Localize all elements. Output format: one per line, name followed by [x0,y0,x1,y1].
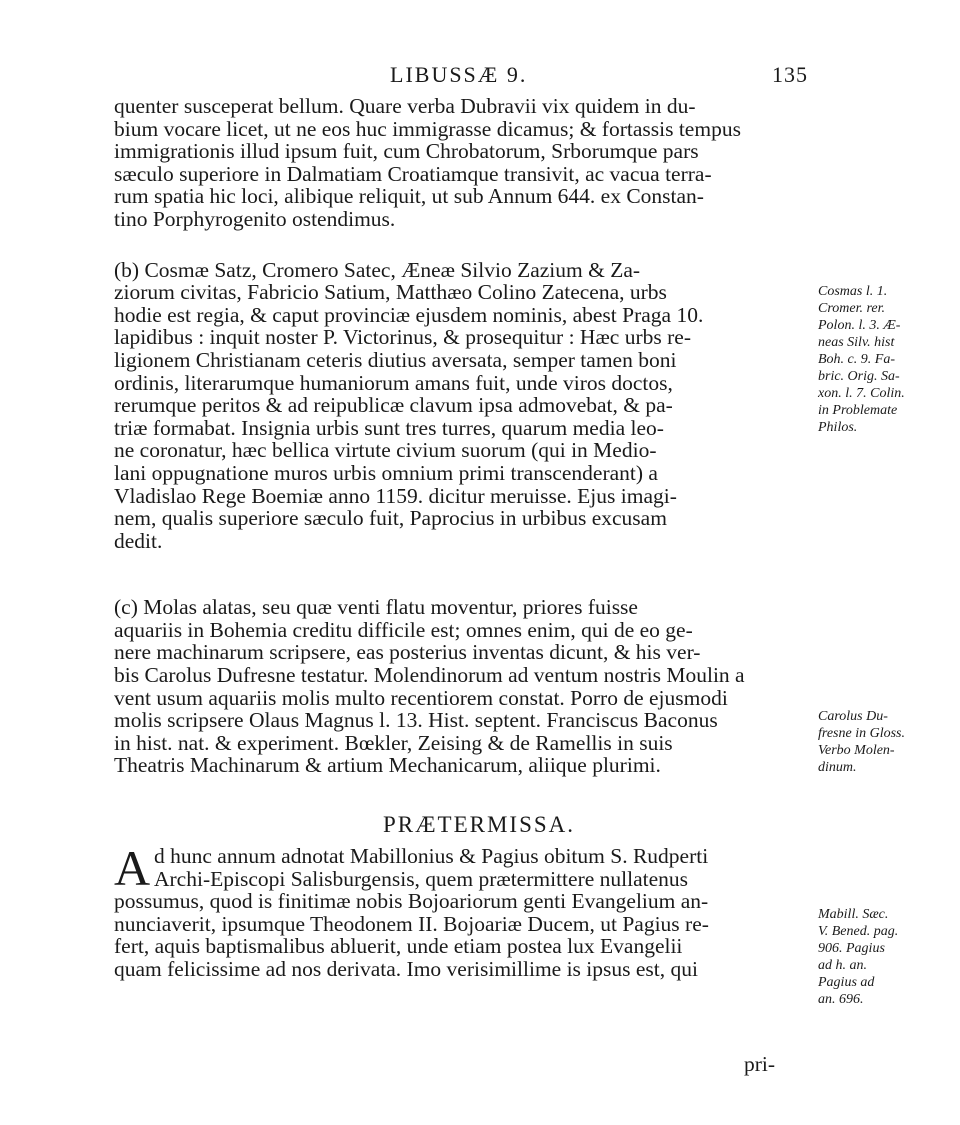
margin-line: bric. Orig. Sa- [818,369,900,384]
praetermissa-paragraph [114,840,834,981]
text-line: aquariis in Bohemia creditu difficile est; omnes enim, qui de eo ge- [114,617,693,642]
text-line: nunciaverit, ipsumque Theodonem II. Bojoariæ Ducem, ut Pagius re- [114,911,709,936]
margin-line: xon. l. 7. Colin. [818,386,905,401]
margin-line: 906. Pagius [818,941,885,956]
margin-line: Philos. [818,420,858,435]
text-line: Archi-Episcopi Salisburgensis, quem prætermittere nullatenus [154,866,689,891]
running-title: LIBUSSÆ 9. [390,62,528,87]
text-line: immigrationis illud ipsum fuit, cum Chrobatorum, Srborumque pars [114,139,699,164]
margin-note-cosmas [818,283,930,436]
text-line: fert, aquis baptismalibus abluerit, unde etiam postea lux Evangelii [114,934,683,959]
margin-line: V. Bened. pag. [818,924,899,939]
margin-line: Verbo Molen- [818,743,895,758]
text-line: quam felicissime ad nos derivata. Imo verisimillime is ipsus est, qui [114,957,698,981]
text-line: Theatris Machinarum & artium Mechanicarum, aliique plurimi. [114,753,661,778]
margin-line: Polon. l. 3. Æ- [818,318,901,333]
spacer [114,231,834,259]
text-line: d hunc annum adnotat Mabillonius & Pagius obitum S. Rudperti [154,844,709,869]
page-number: 135 [772,62,808,87]
text-line: rum spatia hic loci, alibique reliquit, ut sub Annum 644. ex Constan- [114,184,704,209]
text-line: Vladislao Rege Boemiæ anno 1159. dicitur meruisse. Ejus imagi- [114,483,677,508]
margin-line: Boh. c. 9. Fa- [818,352,895,367]
page-header [0,62,960,92]
spacer [114,777,834,805]
text-line: dedit. [114,528,163,553]
drop-cap: A [114,840,151,897]
margin-line: Carolus Du- [818,709,888,724]
text-line: triæ formabat. Insignia urbis sunt tres turres, quarum media leo- [114,415,664,440]
margin-line: dinum. [818,760,857,775]
text-line: ligionem Christianam ceteris diutius aversata, semper tamen boni [114,347,677,372]
text-line: nere machinarum scripsere, eas posterius inventas dicunt, & his ver- [114,640,701,665]
text-line: molis scripsere Olaus Magnus l. 13. Hist. septent. Franciscus Baconus [114,708,718,733]
text-line: rerumque peritos & ad reipublicæ clavum ipsa admovebat, & pa- [114,393,673,418]
text-line: (c) Molas alatas, seu quæ venti flatu moventur, priores fuisse [114,595,638,620]
margin-note-mabillon [818,906,930,1008]
text-line: ne coronatur, hæc bellica virtute civium suorum (qui in Medio- [114,438,657,463]
text-line: tino Porphyrogenito ostendimus. [114,206,396,231]
paragraph-continuation [114,95,834,231]
text-line: sæculo superiore in Dalmatiam Croatiamque transivit, ac vacua terra- [114,161,712,186]
text-line: in hist. nat. & experiment. Bœkler, Zeising & de Ramellis in suis [114,730,673,755]
footnote-c [114,596,834,777]
text-line: hodie est regia, & caput provinciæ ejusdem nominis, abest Praga 10. [114,302,704,327]
text-line: nem, qualis superiore sæculo fuit, Paprocius in urbibus excusam [114,506,667,531]
margin-line: ad h. an. [818,958,867,973]
margin-line: Mabill. Sæc. [818,907,889,922]
text-line: ziorum civitas, Fabricio Satium, Matthæo Colino Zatecena, urbs [114,280,667,305]
margin-line: Cromer. rer. [818,301,886,316]
footnote-b [114,259,834,553]
text-line: lapidibus : inquit noster P. Victorinus, & prosequitur : Hæc urbs re- [114,325,691,350]
margin-note-dufresne [818,708,930,776]
margin-line: in Problemate [818,403,898,418]
margin-line: Cosmas l. 1. [818,284,888,299]
text-line: quenter susceperat bellum. Quare verba Dubravii vix quidem in du- [114,94,696,118]
margin-line: neas Silv. hist [818,335,895,350]
section-title: PRÆTERMISSA. [382,812,576,838]
text-line: bis Carolus Dufresne testatur. Molendinorum ad ventum nostris Moulin a [114,663,745,688]
text-line: ordinis, literarumque humaniorum amans fuit, unde viros doctos, [114,370,673,395]
text-line: (b) Cosmæ Satz, Cromero Satec, Æneæ Silvio Zazium & Za- [114,257,641,282]
text-line: lani oppugnatione muros urbis omnium primi transcenderant) a [114,460,658,485]
text-line: vent usum aquariis molis multo recentiorem constat. Porro de ejusmodi [114,685,728,710]
spacer [114,552,834,596]
catchword: pri- [744,1052,776,1076]
body-text [114,95,834,981]
text-line: bium vocare licet, ut ne eos huc immigrasse dicamus; & fortassis tempus [114,116,741,141]
margin-line: Pagius ad [818,975,875,990]
text-line: possumus, quod is finitimæ nobis Bojoariorum genti Evangelium an- [114,889,709,914]
margin-line: fresne in Gloss. [818,726,905,741]
margin-line: an. 696. [818,992,864,1007]
